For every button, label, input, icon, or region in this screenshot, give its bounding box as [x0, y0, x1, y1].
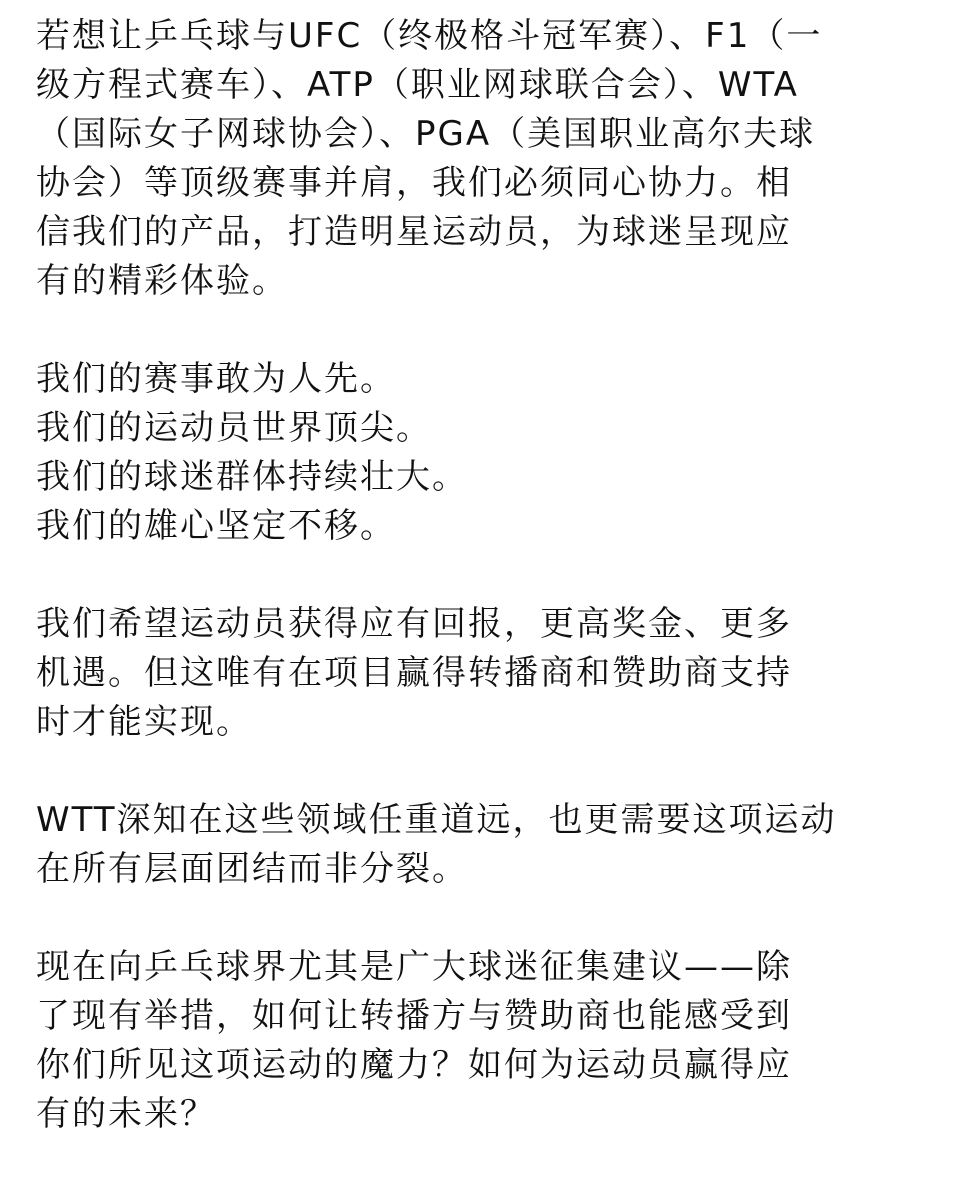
text-line: 你们所见这项运动的魔力？如何为运动员赢得应	[36, 1045, 792, 1085]
text-line: 有的精彩体验。	[36, 261, 288, 301]
paragraph-call-for-ideas	[36, 943, 940, 1139]
paragraph-strengths	[36, 355, 940, 551]
text-line: 信我们的产品，打造明星运动员，为球迷呈现应	[36, 212, 792, 252]
text-line: 我们的球迷群体持续壮大。	[36, 457, 468, 497]
text-line: 机遇。但这唯有在项目赢得转播商和赞助商支持	[36, 653, 792, 693]
text-line: 在所有层面团结而非分裂。	[36, 849, 468, 889]
text-line: 了现有举措，如何让转播方与赞助商也能感受到	[36, 996, 792, 1036]
text-line: 若想让乒乓球与UFC（终极格斗冠军赛）、F1（一	[36, 16, 823, 56]
text-line: WTT深知在这些领域任重道远，也更需要这项运动	[36, 800, 837, 840]
text-line: （国际女子网球协会）、PGA（美国职业高尔夫球	[36, 114, 816, 154]
text-line: 我们的赛事敢为人先。	[36, 359, 396, 399]
paragraph-wtt-unity	[36, 796, 940, 894]
text-line: 我们希望运动员获得应有回报，更高奖金、更多	[36, 604, 792, 644]
text-line: 时才能实现。	[36, 702, 252, 742]
text-line: 有的未来？	[36, 1094, 216, 1134]
statement-document	[36, 12, 940, 1188]
text-line: 我们的雄心坚定不移。	[36, 506, 396, 546]
text-line: 级方程式赛车）、ATP（职业网球联合会）、WTA	[36, 65, 799, 105]
text-line: 我们的运动员世界顶尖。	[36, 408, 432, 448]
text-line: 现在向乒乓球界尤其是广大球迷征集建议——除	[36, 947, 792, 987]
text-line: 协会）等顶级赛事并肩，我们必须同心协力。相	[36, 163, 792, 203]
paragraph-partnership	[36, 12, 940, 306]
paragraph-athlete-rewards	[36, 600, 940, 747]
